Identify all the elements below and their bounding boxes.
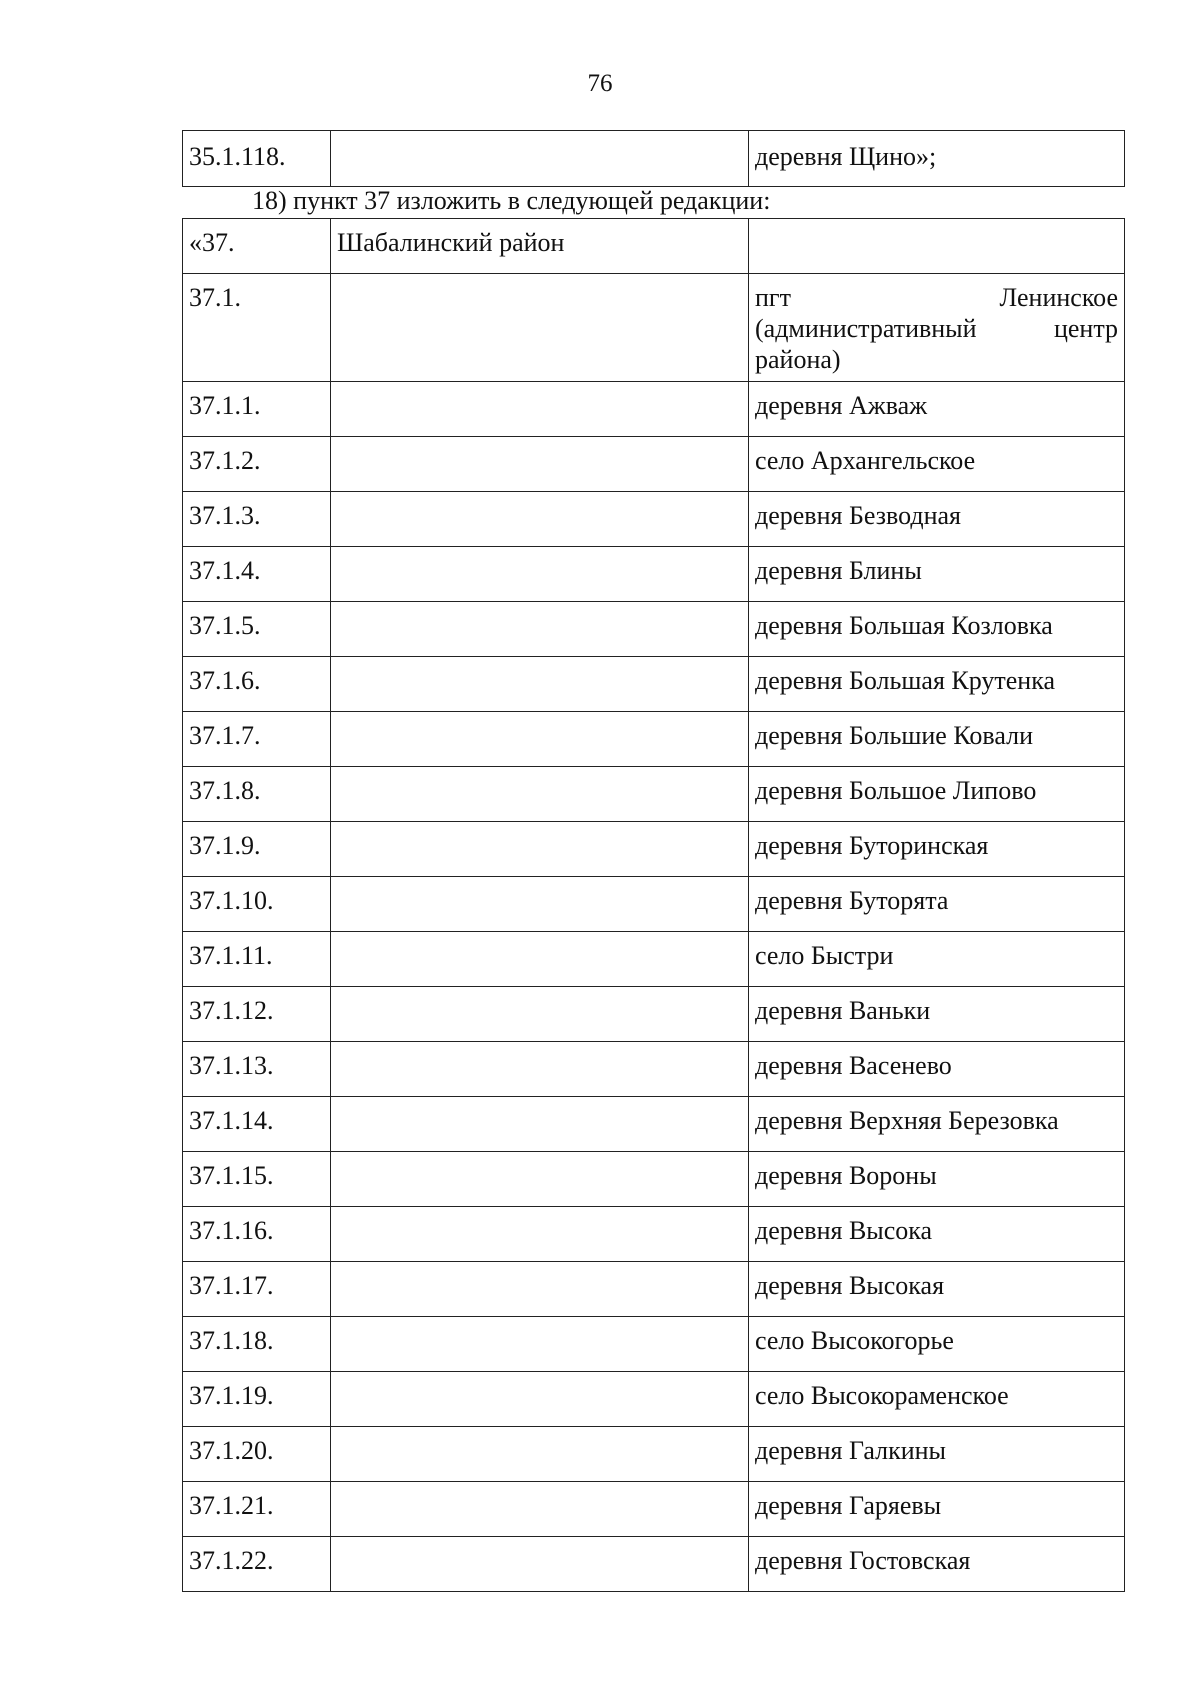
cell-name: деревня Ваньки [749, 987, 1125, 1042]
center-name-line: (административный центр [755, 314, 1118, 343]
cell-name: деревня Васенево [749, 1042, 1125, 1097]
cell-name: деревня Галкины [749, 1427, 1125, 1482]
cell-middle [331, 1537, 749, 1592]
cell-number: 37.1.11. [183, 932, 331, 987]
cell-middle [331, 987, 749, 1042]
table-row [183, 1042, 1125, 1097]
cell-name: деревня Верхняя Березовка [749, 1097, 1125, 1152]
cell-middle [331, 382, 749, 437]
center-name-line: района) [755, 345, 841, 374]
cell-middle [331, 932, 749, 987]
cell-name: деревня Большая Крутенка [749, 657, 1125, 712]
amendment-instruction: 18) пункт 37 изложить в следующей редакции: [252, 186, 771, 215]
cell-name: село Быстри [749, 932, 1125, 987]
table-row [183, 932, 1125, 987]
cell-name [749, 274, 1125, 382]
table-row [183, 1207, 1125, 1262]
cell-number: 37.1.6. [183, 657, 331, 712]
table-row [183, 1097, 1125, 1152]
cell-name: село Высокораменское [749, 1372, 1125, 1427]
district-name: Шабалинский район [331, 219, 749, 274]
cell-name: деревня Гостовская [749, 1537, 1125, 1592]
cell-number: 37.1.2. [183, 437, 331, 492]
cell-name: деревня Большая Козловка [749, 602, 1125, 657]
settlements-table-body [183, 219, 1125, 1592]
cell-name: деревня Щино»; [749, 131, 1125, 187]
table-row [183, 1537, 1125, 1592]
center-row [183, 274, 1125, 382]
table-row [183, 1427, 1125, 1482]
cell-number: 37.1.7. [183, 712, 331, 767]
cell-middle [331, 547, 749, 602]
cell-name: деревня Ажваж [749, 382, 1125, 437]
cell-name: деревня Большие Ковали [749, 712, 1125, 767]
cell-middle [331, 1262, 749, 1317]
cell-number: 37.1.16. [183, 1207, 331, 1262]
cell-middle [331, 712, 749, 767]
cell-number: 35.1.118. [183, 131, 331, 187]
cell-middle [331, 822, 749, 877]
cell-number: 37.1.9. [183, 822, 331, 877]
cell-number: 37.1.10. [183, 877, 331, 932]
district-row [183, 219, 1125, 274]
cell-name: деревня Безводная [749, 492, 1125, 547]
cell-middle [331, 274, 749, 382]
page-number: 76 [587, 70, 613, 97]
table-row [183, 1372, 1125, 1427]
table-row [183, 712, 1125, 767]
table-row [183, 602, 1125, 657]
cell-middle [331, 1207, 749, 1262]
cell-name: село Высокогорье [749, 1317, 1125, 1372]
table-row [183, 657, 1125, 712]
cell-name: деревня Большое Липово [749, 767, 1125, 822]
cell-middle [331, 1372, 749, 1427]
center-name-line: пгт Ленинское [755, 283, 1118, 312]
settlements-table [182, 218, 1125, 1592]
cell-number: 37.1.8. [183, 767, 331, 822]
table-row [183, 1482, 1125, 1537]
cell-number: 37.1.21. [183, 1482, 331, 1537]
cell-middle [331, 1482, 749, 1537]
cell-middle [331, 131, 749, 187]
cell-number: 37.1.20. [183, 1427, 331, 1482]
cell-middle [331, 657, 749, 712]
cell-number: 37.1.4. [183, 547, 331, 602]
cell-name: деревня Высока [749, 1207, 1125, 1262]
table-row [183, 382, 1125, 437]
cell-number: 37.1.19. [183, 1372, 331, 1427]
cell-number: 37.1. [183, 274, 331, 382]
cell-number: 37.1.1. [183, 382, 331, 437]
table-row [183, 877, 1125, 932]
cell-number: 37.1.3. [183, 492, 331, 547]
cell-name [749, 219, 1125, 274]
cell-name: деревня Буторинская [749, 822, 1125, 877]
cell-middle [331, 1152, 749, 1207]
cell-middle [331, 767, 749, 822]
cell-name: деревня Буторята [749, 877, 1125, 932]
table-row [183, 767, 1125, 822]
table-row [183, 437, 1125, 492]
table-row [183, 1152, 1125, 1207]
cell-middle [331, 602, 749, 657]
cell-number: 37.1.17. [183, 1262, 331, 1317]
cell-middle [331, 1097, 749, 1152]
table-row [183, 492, 1125, 547]
table-row [183, 822, 1125, 877]
table-row [183, 547, 1125, 602]
cell-number: 37.1.12. [183, 987, 331, 1042]
cell-number: 37.1.14. [183, 1097, 331, 1152]
table-row [183, 987, 1125, 1042]
cell-name: село Архангельское [749, 437, 1125, 492]
cell-name: деревня Блины [749, 547, 1125, 602]
cell-number: 37.1.13. [183, 1042, 331, 1097]
cell-middle [331, 1042, 749, 1097]
cell-middle [331, 1317, 749, 1372]
table-row [183, 131, 1125, 187]
cell-number: 37.1.15. [183, 1152, 331, 1207]
cell-middle [331, 437, 749, 492]
cell-name: деревня Высокая [749, 1262, 1125, 1317]
cell-number: «37. [183, 219, 331, 274]
cell-middle [331, 1427, 749, 1482]
cell-number: 37.1.18. [183, 1317, 331, 1372]
cell-name: деревня Гаряевы [749, 1482, 1125, 1537]
cell-number: 37.1.22. [183, 1537, 331, 1592]
cell-number: 37.1.5. [183, 602, 331, 657]
cell-middle [331, 877, 749, 932]
table-row [183, 1317, 1125, 1372]
continuation-table [182, 130, 1125, 187]
table-row [183, 1262, 1125, 1317]
cell-middle [331, 492, 749, 547]
cell-name: деревня Вороны [749, 1152, 1125, 1207]
